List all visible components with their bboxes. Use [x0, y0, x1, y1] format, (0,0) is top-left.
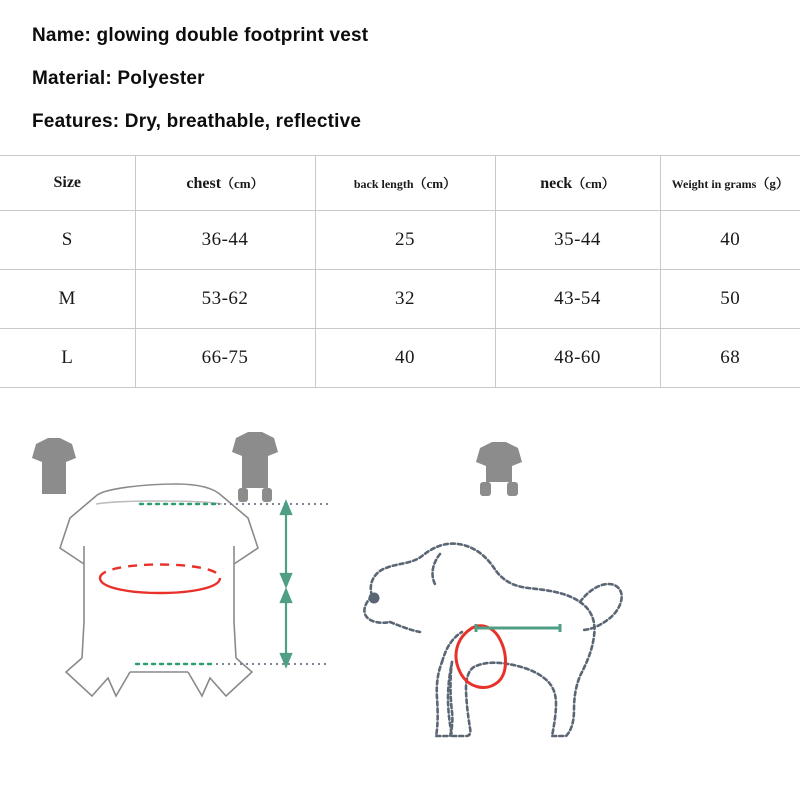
header-weight-label: Weight in grams [671, 176, 757, 191]
table-row [0, 269, 800, 328]
vest-icon-small-right [476, 442, 522, 496]
dog-eye [369, 592, 380, 603]
cell-weight: 50 [660, 269, 800, 328]
table-row [0, 210, 800, 269]
cell-weight: 40 [660, 210, 800, 269]
illustration-svg [0, 396, 800, 776]
chest-measure-ellipse [100, 564, 220, 593]
flat-vest-measurement-diagram [32, 432, 330, 696]
vest-icon-small-top [232, 432, 278, 502]
cell-size: M [0, 269, 135, 328]
back-length-arrow [281, 502, 291, 666]
dog-back-length-line [476, 624, 560, 632]
measure-guide-lines [216, 504, 330, 664]
cell-neck: 48-60 [495, 328, 660, 387]
cell-back-length: 32 [315, 269, 495, 328]
cell-size: S [0, 210, 135, 269]
dog-measurement-diagram [364, 442, 621, 736]
spec-text-block [0, 0, 800, 133]
cell-neck: 43-54 [495, 269, 660, 328]
header-size-label: Size [53, 173, 82, 191]
spec-line-features: Features: Dry, breathable, reflective [32, 110, 362, 132]
cell-size: L [0, 328, 135, 387]
size-table-wrapper [0, 155, 800, 388]
cell-back-length: 40 [315, 328, 495, 387]
spec-line-name: Name: glowing double footprint vest [32, 25, 369, 46]
vest-icon-small-left [32, 438, 76, 494]
header-neck-label: neck [540, 174, 573, 192]
header-chest-label: chest [186, 174, 222, 192]
dog-chest-measure-loop [456, 625, 506, 687]
size-table [0, 155, 800, 388]
header-back-length-unit: （cm） [413, 175, 457, 191]
header-chest-unit: （cm） [221, 175, 264, 191]
header-back-length-label: back length [353, 176, 414, 191]
header-weight-unit: （g） [756, 175, 789, 191]
measurement-illustration [0, 396, 800, 776]
header-back-length [315, 155, 495, 210]
cell-chest: 66-75 [135, 328, 315, 387]
table-header-row [0, 155, 800, 210]
spec-line-material: Material: Polyester [32, 67, 205, 89]
cell-chest: 53-62 [135, 269, 315, 328]
cell-weight: 68 [660, 328, 800, 387]
cell-neck: 35-44 [495, 210, 660, 269]
dog-outline [364, 543, 621, 735]
header-neck-unit: （cm） [572, 175, 615, 191]
table-row [0, 328, 800, 387]
header-chest [135, 155, 315, 210]
header-size [0, 155, 135, 210]
cell-back-length: 25 [315, 210, 495, 269]
cell-chest: 36-44 [135, 210, 315, 269]
header-weight [660, 155, 800, 210]
header-neck [495, 155, 660, 210]
